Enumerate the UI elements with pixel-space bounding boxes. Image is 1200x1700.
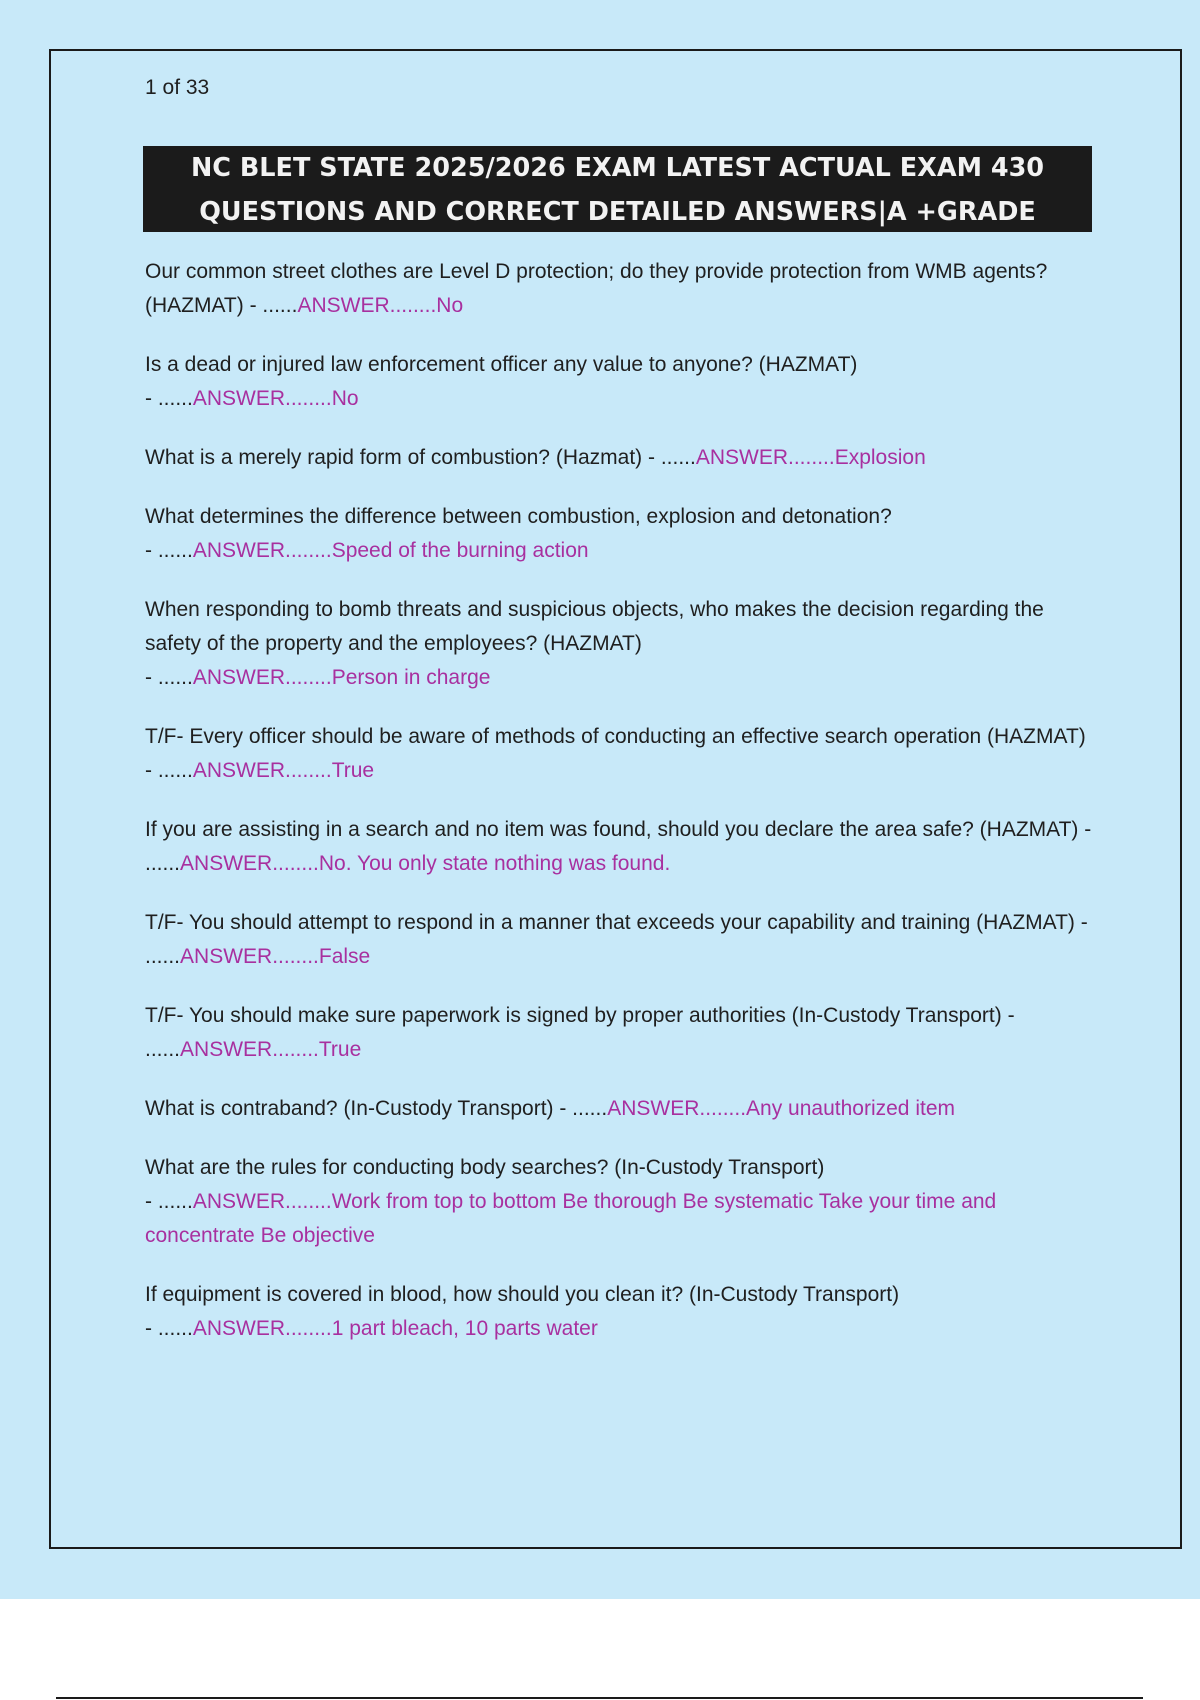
qa-item-9 [145, 999, 1095, 1067]
answer-text: ANSWER........No [192, 387, 359, 410]
qa-item-4 [145, 500, 1095, 568]
answer-separator: - ...... [145, 539, 193, 562]
qa-item-5 [145, 593, 1095, 695]
answer-text: ANSWER........No. You only state nothing was found. [180, 852, 671, 875]
answer-text: ANSWER........False [180, 945, 371, 968]
answer-text: ANSWER........Any unauthorized item [607, 1097, 955, 1120]
qa-item-8 [145, 906, 1095, 974]
answer-separator: - ...... [145, 818, 1092, 875]
qa-item-2 [145, 348, 1095, 416]
question-text: If equipment is covered in blood, how should you clean it? (In-Custody Transport) [145, 1283, 900, 1306]
answer-text: ANSWER........1 part bleach, 10 parts water [192, 1317, 598, 1340]
bottom-divider [56, 1697, 1143, 1699]
question-text: T/F- You should attempt to respond in a manner that exceeds your capability and training (HAZMAT) [145, 911, 1075, 934]
answer-separator: - ...... [145, 911, 1088, 968]
answer-separator: - ...... [145, 666, 193, 689]
answer-separator: - ...... [553, 1097, 608, 1120]
answer-text: ANSWER........Work from top to bottom Be thorough Be systematic Take your time and concentrate Be objective [145, 1190, 997, 1247]
answer-separator: - ...... [145, 1317, 193, 1340]
answer-text: ANSWER........Explosion [695, 446, 926, 469]
answer-text: ANSWER........No [297, 294, 464, 317]
answer-separator: - ...... [243, 294, 298, 317]
qa-list [145, 255, 1095, 1371]
title-banner [143, 146, 1092, 232]
page-counter: 1 of 33 [145, 76, 210, 99]
question-text: T/F- Every officer should be aware of methods of conducting an effective search operation (HAZMAT) [145, 725, 1086, 748]
qa-item-11 [145, 1151, 1095, 1253]
qa-item-3 [145, 441, 1095, 475]
question-text: When responding to bomb threats and suspicious objects, who makes the decision regarding the safety of the property and the employees? (HAZMAT) [145, 598, 1044, 655]
answer-text: ANSWER........Person in charge [192, 666, 491, 689]
title-line-1: NC BLET STATE 2025/2026 EXAM LATEST ACTUAL EXAM 430 [190, 153, 1045, 183]
question-text: What determines the difference between combustion, explosion and detonation? [145, 505, 892, 528]
answer-separator: - ...... [145, 1190, 193, 1213]
qa-item-1 [145, 255, 1095, 323]
answer-separator: - ...... [145, 1004, 1015, 1061]
question-text: What are the rules for conducting body searches? (In-Custody Transport) [145, 1156, 825, 1179]
qa-item-12 [145, 1278, 1095, 1346]
answer-text: ANSWER........True [180, 1038, 362, 1061]
answer-text: ANSWER........True [192, 759, 375, 782]
question-text: Our common street clothes are Level D protection; do they provide protection from WMB agents? (HAZMAT) [145, 260, 1048, 317]
answer-separator: - ...... [145, 759, 193, 782]
answer-separator: - ...... [642, 446, 696, 469]
qa-item-7 [145, 813, 1095, 881]
title-line-2: QUESTIONS AND CORRECT DETAILED ANSWERS|A +GRADE [199, 197, 1036, 227]
question-text: If you are assisting in a search and no item was found, should you declare the area safe? (HAZMAT) [145, 818, 1079, 841]
answer-text: ANSWER........Speed of the burning action [192, 539, 589, 562]
question-text: What is contraband? (In-Custody Transport) [145, 1097, 554, 1120]
question-text: What is a merely rapid form of combustion? (Hazmat) [145, 446, 643, 469]
question-text: T/F- You should make sure paperwork is signed by proper authorities (In-Custody Transport) [145, 1004, 1002, 1027]
answer-separator: - ...... [145, 387, 193, 410]
question-text: Is a dead or injured law enforcement officer any value to anyone? (HAZMAT) [145, 353, 858, 376]
qa-item-6 [145, 720, 1095, 788]
qa-item-10 [145, 1092, 1095, 1126]
